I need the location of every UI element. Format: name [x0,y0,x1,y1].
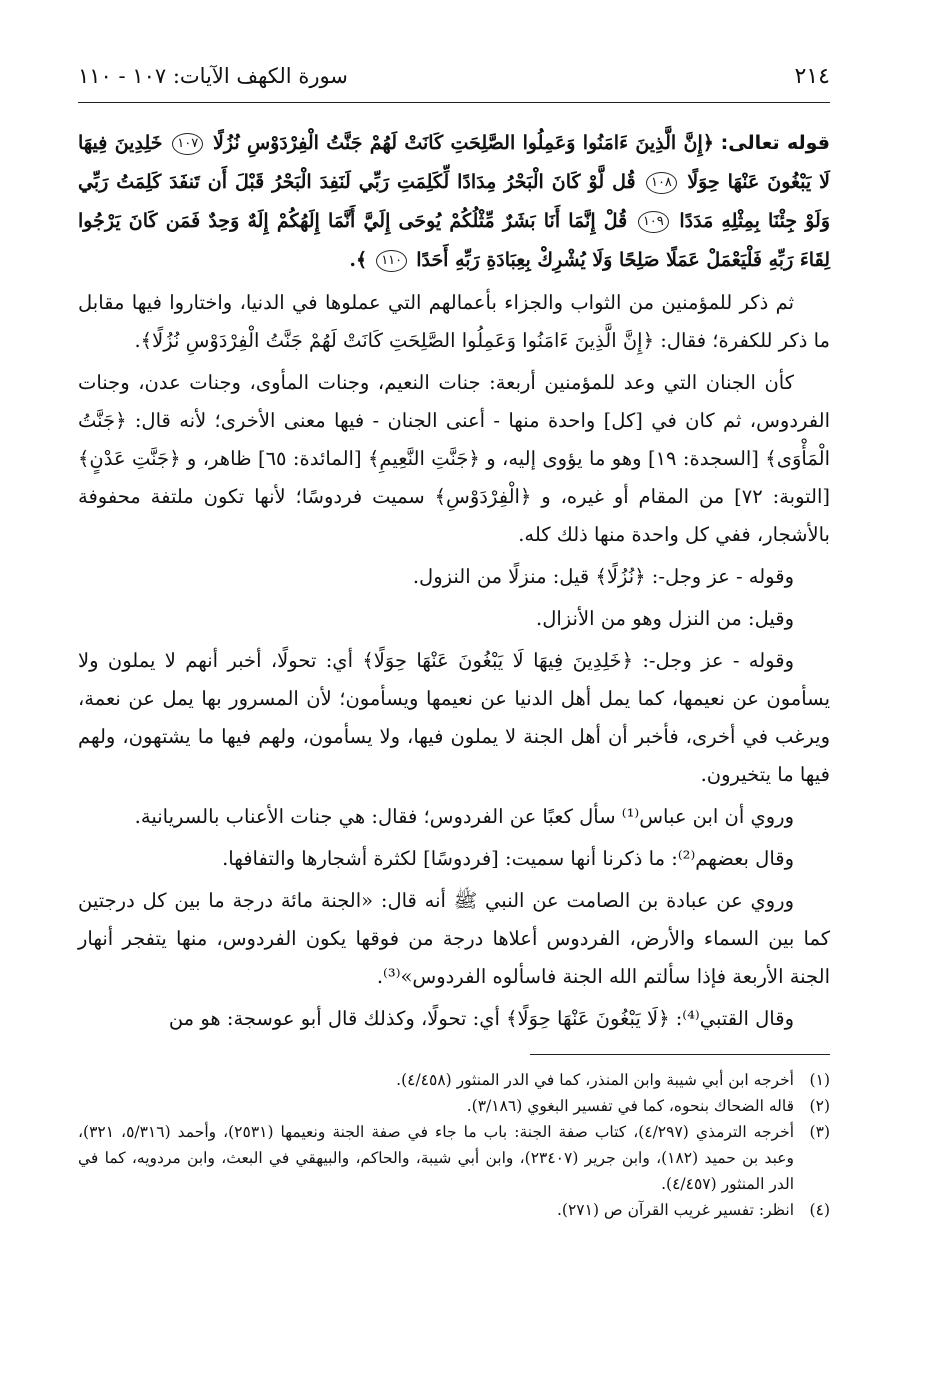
paragraph: وقوله - عز وجل-: ﴿نُزُلًا﴾ قيل: منزلًا من النزول. [412,565,794,588]
verse-text-4: قُلْ إِنَّمَا أَنَا بَشَرٌ مِّثْلُكُمْ يُوحَى إِلَيَّ أَنَّمَا إِلَهُكُمْ إِلَهٌ وَحِدٌ فَمَن كَانَ يَرْجُوا لِقَاءَ رَبِّهِ فَلْيَعْمَلْ عَمَلًا صَلِحًا وَلَا يُشْرِكْ بِعِبَادَةِ رَبِّهِ أَحَدًا [78,210,830,271]
footnote [78,1197,830,1223]
paragraph: ثم ذكر للمؤمنين من الثواب والجزاء بأعمالهم التي عملوها في الدنيا، واختاروا فيها مقابل ما ذكر للكفرة؛ فقال: ﴿إِنَّ الَّذِينَ ءَامَنُوا وَعَمِلُوا الصَّلِحَتِ كَانَتْ لَهُمْ جَنَّتُ الْفِرْدَوْسِ نُزُلًا﴾. [78,291,830,352]
footnotes [78,1067,830,1223]
main-text [78,124,830,1038]
paragraph: وقال القتبي⁽⁴⁾: ﴿لَا يَبْغُونَ عَنْهَا حِوَلًا﴾ أي: تحولًا، وكذلك قال أبو عوسجة: هو من [168,1007,794,1030]
footnote-number: (١) [809,1071,830,1089]
paragraph: وقيل: من النزل وهو من الأنزال. [536,607,794,630]
page-number: ٢١٤ [794,64,830,89]
footnote [78,1067,830,1093]
footnote-number: (٤) [809,1201,830,1219]
paragraph: وروي أن ابن عباس⁽¹⁾ سأل كعبًا عن الفردوس؛ فقال: هي جنات الأعناب بالسريانية. [134,805,794,828]
footnote [78,1119,830,1197]
verse-block [78,124,830,280]
book-page [78,58,830,1358]
verse-text-3: قُل لَّوْ كَانَ الْبَحْرُ مِدَادًا لِّكَلِمَتِ رَبِّي لَنَفِدَ الْبَحْرُ قَبْلَ أَن تَنفَدَ كَلِمَتُ رَبِّي وَلَوْ جِئْنَا بِمِثْلِهِ مَدَدًا [78,171,830,232]
paragraph: وقال بعضهم⁽²⁾: ما ذكرنا أنها سميت: [فردوسًا] لكثرة أشجارها والتفافها. [222,847,794,870]
footnote-number: (٢) [809,1097,830,1115]
verse-lead: قوله تعالى: [720,132,830,154]
header-divider [78,102,830,103]
verse-text-1: ﴿إِنَّ الَّذِينَ ءَامَنُوا وَعَمِلُوا الصَّلِحَتِ كَانَتْ لَهُمْ جَنَّتُ الْفِرْدَوْسِ نُزُلًا [213,132,714,154]
ayah-number-108: ١٠٨ [646,172,677,194]
footnote-text: أخرجه الترمذي (٤/٢٩٧)، كتاب صفة الجنة: باب ما جاء في صفة الجنة ونعيمها (٢٥٣١)، وأحمد (٥/٣١٦، ٣٢١)، وعبد بن حميد (١٨٢)، وابن جرير (٢٣٤٠٧)، وابن أبي شيبة، والحاكم، والبيهقي في البعث، وابن مردويه، كما في الدر المنثور (٤/٤٥٧). [78,1123,795,1193]
footnote [78,1093,830,1119]
paragraph: كأن الجنان التي وعد للمؤمنين أربعة: جنات النعيم، وجنات المأوى، وجنات عدن، وجنات الفردوس، ثم كان في [كل] واحدة منها - أعنى الجنان - فيها معنى الأخرى؛ لأنه قال: ﴿جَنَّتُ الْمَأْوَى﴾ [السجدة: ١٩] وهو ما يؤوى إليه، و ﴿جَنَّتِ النَّعِيمِ﴾ [المائدة: ٦٥] ظاهر، و ﴿جَنَّتِ عَدْنٍ﴾ [التوبة: ٧٢] من المقام أو غيره، و ﴿الْفِرْدَوْسِ﴾ سميت فردوسًا؛ لأنها تكون ملتفة محفوفة بالأشجار، ففي كل واحدة منها ذلك كله. [78,371,830,546]
footnote-divider [530,1054,830,1055]
verse-end: ﴾. [349,249,368,271]
footnote-text: قاله الضحاك بنحوه، كما في تفسير البغوي (٣/١٨٦). [466,1097,794,1115]
footnote-number: (٣) [809,1123,830,1141]
footnote-text: أخرجه ابن أبي شيبة وابن المنذر، كما في الدر المنثور (٤/٤٥٨). [396,1071,794,1089]
paragraph: وروي عن عبادة بن الصامت عن النبي ﷺ أنه قال: «الجنة مائة درجة ما بين كل درجتين كما بين السماء والأرض، الفردوس أعلاها درجة من فوقها يكون الفردوس، منها يتفجر أنهار الجنة الأربعة فإذا سألتم الله الجنة فاسألوه الفردوس»⁽³⁾. [78,889,830,988]
ayah-number-107: ١٠٧ [172,133,203,155]
verse-text-2: خَلِدِينَ فِيهَا لَا يَبْغُونَ عَنْهَا حِوَلًا [78,132,831,193]
running-head: سورة الكهف الآيات: ١٠٧ - ١١٠ [78,64,348,88]
footnote-text: انظر: تفسير غريب القرآن ص (٢٧١). [556,1201,794,1219]
page-header [78,58,830,110]
ayah-number-109: ١٠٩ [638,211,669,233]
paragraph: وقوله - عز وجل-: ﴿خَلِدِينَ فِيهَا لَا يَبْغُونَ عَنْهَا حِوَلًا﴾ أي: تحولًا، أخبر أنهم لا يملون ولا يسأمون عن نعيمها، كما يمل أهل الدنيا عن نعيمها ويسأمون؛ لأن المسرور بها يمل عن نعمة، ويرغب في أخرى، فأخبر أن أهل الجنة لا يملون فيها، ولا يسأمون، ولهم فيها ما يشتهون، ولهم فيها ما يتخيرون. [78,649,830,786]
ayah-number-110: ١١٠ [376,250,407,272]
